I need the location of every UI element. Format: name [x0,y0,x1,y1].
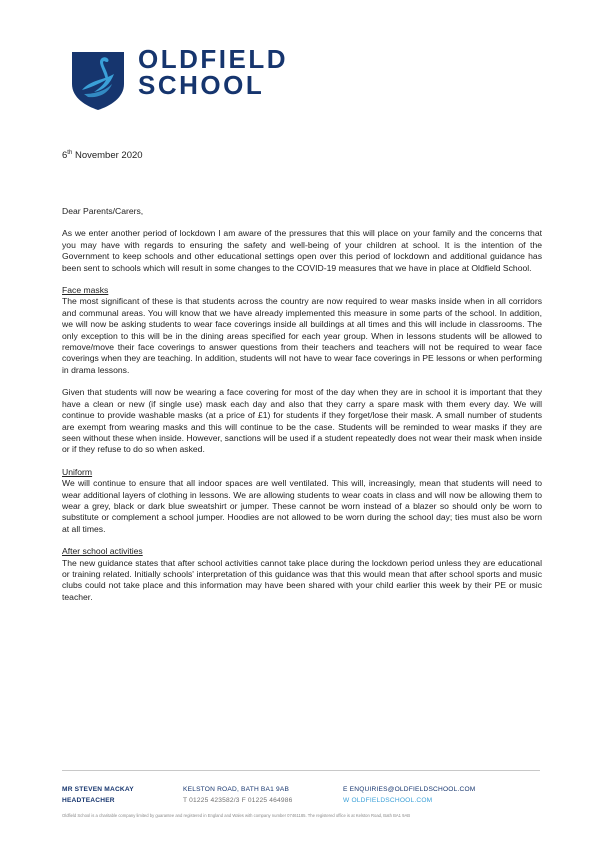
intro-paragraph: As we enter another period of lockdown I am aware of the pressures that this will place on your family and the concerns that you may have with regards to ensuring the safety and well-being of your children at school. It is the intention of the Government to keep schools and other educational settings open over this period of lockdown and additional guidance has been sent to schools which will result in some changes to the COVID-19 measures that we have in place at Oldfield School. [62,228,542,273]
uniform-paragraph: We will continue to ensure that all indoor spaces are well ventilated. This will, increasingly, mean that students will need to wear additional layers of clothing in lessons. We are allowing students to wear coats in class and will now be allowing them to wear a grey, black or dark blue sweatshirt or jumper. These cannot be worn instead of a blazer so should only be worn to substitute or complement a school jumper. Hoodies are not allowed to be worn during the school day; ties must also be worn at all times. [62,478,542,534]
school-website[interactable]: W OLDFIELDSCHOOL.COM [343,797,433,804]
face-masks-paragraph-2: Given that students will now be wearing a face covering for most of the day when they are in school it is important that they have a clean or new (if single use) mask each day and also that they carry a spare mask with them every day. We will continue to provide washable masks (at a price of £1) for students if they forget/lose their mask. A small number of students are exempt from wearing masks and this will continue to be the case. Students will be reminded to wear masks if they are seen without these when inside. However, sanctions will be used if a student repeatedly does not wear their mask when inside or if they refuse to do so when asked. [62,387,542,455]
school-phones: T 01225 423582/3 F 01225 464986 [183,797,293,804]
letter-date [62,150,143,161]
swan-shield-icon [70,50,126,112]
date-rest: November 2020 [72,150,143,162]
salutation: Dear Parents/Carers, [62,206,144,216]
date-day: 6 [62,150,68,162]
after-school-heading: After school activities [62,546,143,557]
school-name-line1: OLDFIELD [138,44,288,74]
face-masks-heading: Face masks [62,285,109,296]
headteacher-role: HEADTEACHER [62,797,115,804]
school-name [138,46,288,98]
after-school-paragraph: The new guidance states that after school activities cannot take place during the lockdown period unless they are educational or training related. Initially schools' interpretation of this guidance was that this would mean that after school sports and music clubs could not take place and this information may have been shared with your child earlier this week by their PE or music teacher. [62,557,542,602]
headteacher-name: MR STEVEN MACKAY [62,786,134,793]
footer-contact [343,784,476,806]
letter-body [62,206,542,614]
school-email[interactable]: E ENQUIRIES@OLDFIELDSCHOOL.COM [343,786,476,793]
uniform-heading: Uniform [62,466,93,477]
school-address: KELSTON ROAD, BATH BA1 9AB [183,786,290,793]
footer-divider [62,770,540,771]
date-suffix: th [67,150,73,156]
legal-notice: Oldfield School is a charitable company limited by guarantee and registered in England and Wales with company number 07461185. The registered office is at Kelston Road, Bath BA1 9AB [62,813,411,818]
footer-address [183,784,292,806]
face-masks-paragraph-1: The most significant of these is that students across the country are now required to wear masks inside when in all corridors and communal areas. You will know that we have already implemented this measure in some parts of the school. In addition, we will now be asking students to wear face coverings inside all buildings at all times and this will include in classrooms. The only exception to this will be in the dining areas specified for each year group. When in lessons students will be allowed to remove/move their face coverings to answer questions from their teachers and teachers will not be required to wear face coverings when they are teaching. In addition, students will not have to wear face coverings in PE lessons or when performing in drama lessons. [62,296,542,375]
footer-headteacher [62,784,134,806]
school-name-line2: SCHOOL [138,70,265,100]
